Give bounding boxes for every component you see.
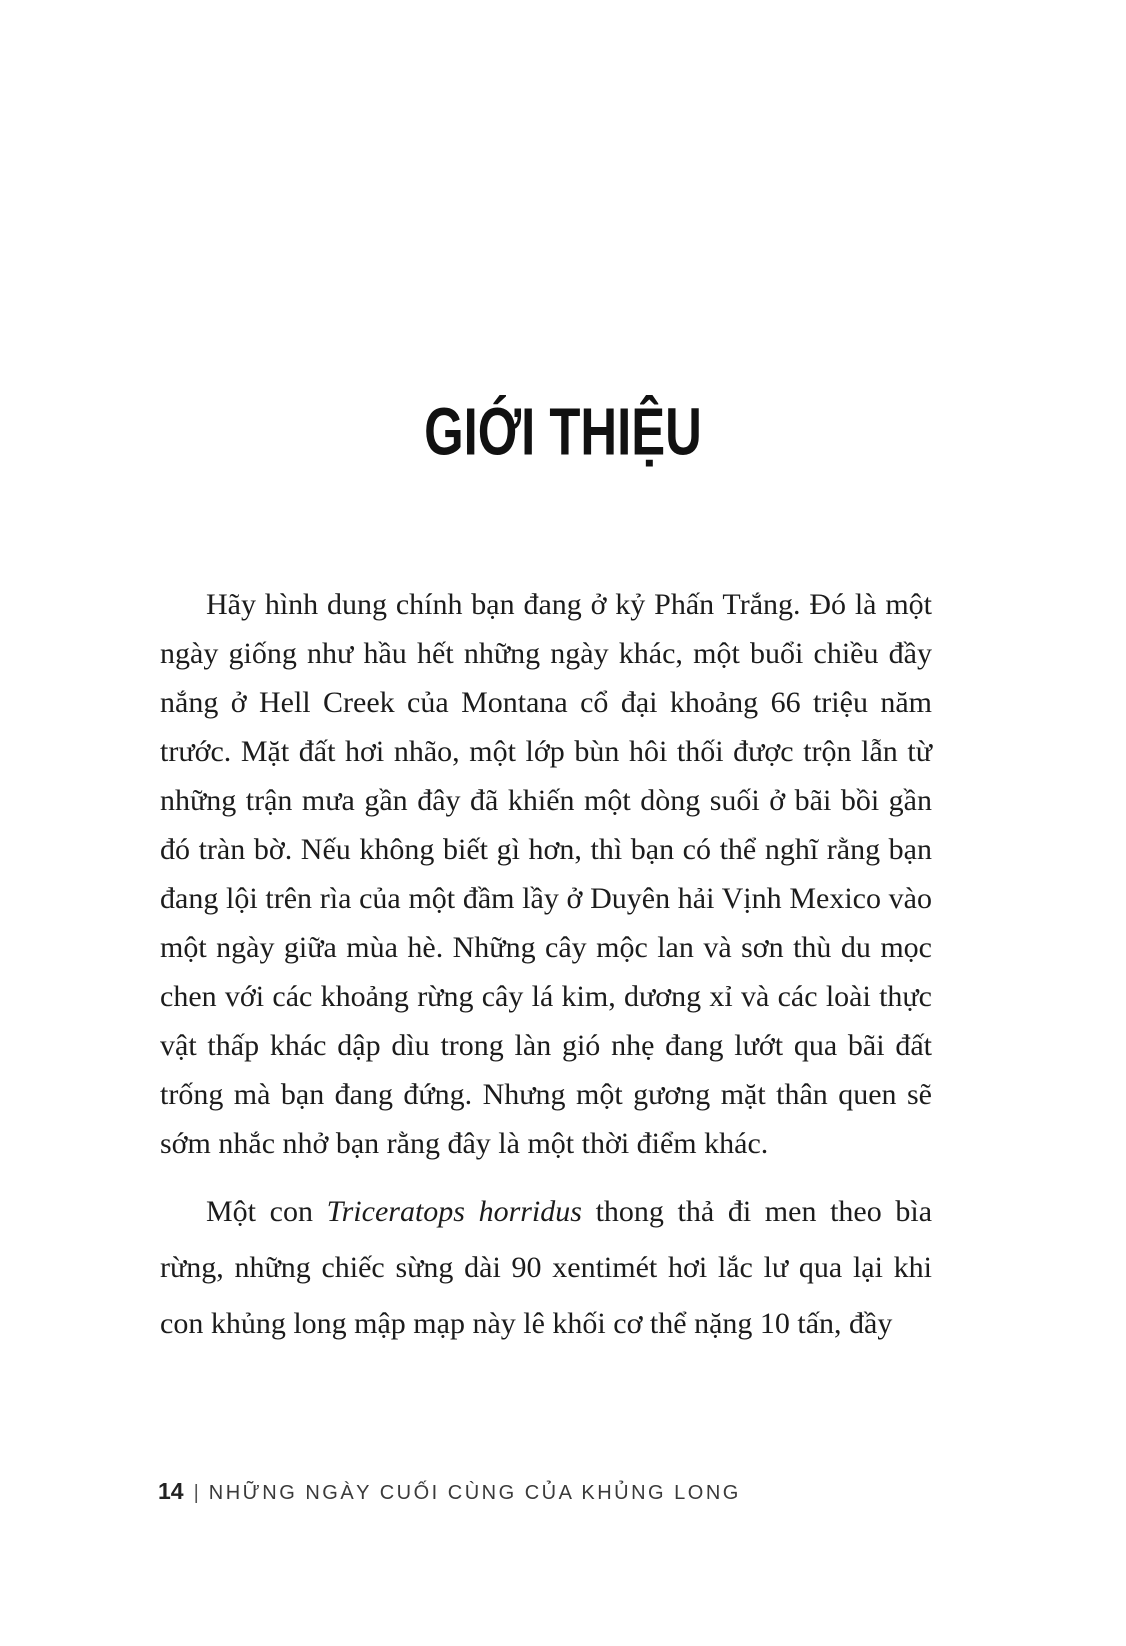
page-number: 14 — [158, 1478, 184, 1504]
body-text — [160, 580, 932, 1352]
paragraph-1: Hãy hình dung chính bạn đang ở kỷ Phấn Trắng. Đó là một ngày giống như hầu hết những ngày khác, một buổi chiều đầy nắng ở Hell Creek của Montana cổ đại khoảng 66 triệu năm trước. Mặt đất hơi nhão, một lớp bùn hôi thối được trộn lẫn từ những trận mưa gần đây đã khiến một dòng suối ở bãi bồi gần đó tràn bờ. Nếu không biết gì hơn, thì bạn có thể nghĩ rằng bạn đang lội trên rìa của một đầm lầy ở Duyên hải Vịnh Mexico vào một ngày giữa mùa hè. Những cây mộc lan và sơn thù du mọc chen với các khoảng rừng cây lá kim, dương xỉ và các loài thực vật thấp khác dập dìu trong làn gió nhẹ đang lướt qua bãi đất trống mà bạn đang đứng. Nhưng một gương mặt thân quen sẽ sớm nhắc nhở bạn rằng đây là một thời điểm khác. — [160, 588, 932, 1160]
running-book-title: NHỮNG NGÀY CUỐI CÙNG CỦA KHỦNG LONG — [208, 1482, 741, 1504]
species-name-italic: Triceratops horridus — [326, 1195, 582, 1228]
paragraph-2-rest: thong thả đi men theo bìa rừng, những chiếc sừng dài 90 xentimét hơi lắc lư qua lại khi con khủng long mập mạp này lê khối cơ thể nặng 10 tấn, đầy — [160, 1195, 933, 1340]
footer-separator: | — [193, 1482, 199, 1504]
page-footer — [158, 1478, 741, 1505]
chapter-title: GIỚI THIỆU — [424, 394, 702, 470]
paragraph-2 — [160, 1184, 932, 1352]
paragraph-2-lead: Một con — [206, 1195, 327, 1228]
